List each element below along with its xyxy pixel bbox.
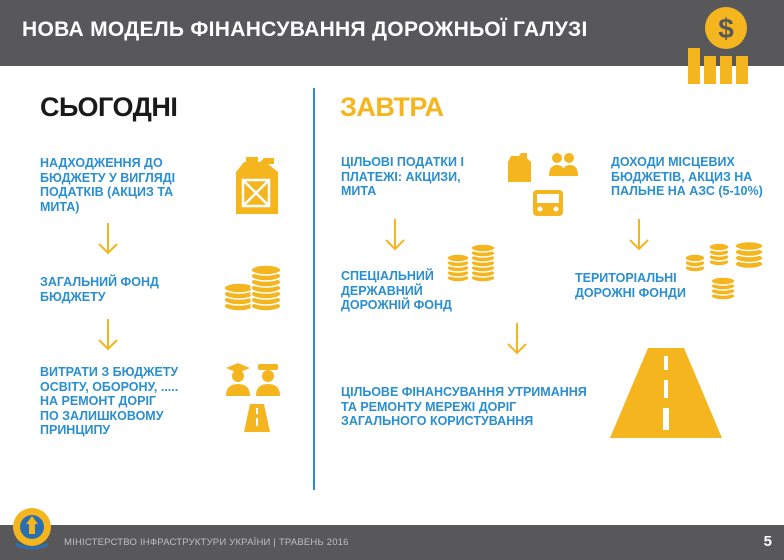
road-icon — [608, 346, 724, 438]
text-line: ОСВІТУ, ОБОРОНУ, ..... — [40, 379, 179, 394]
tomorrow-step-local-budgets — [611, 155, 763, 199]
text-line: ТЕРИТОРІАЛЬНІ — [575, 271, 677, 285]
column-divider — [313, 88, 315, 490]
page-number: 5 — [763, 533, 772, 550]
today-step-general-fund — [40, 275, 159, 304]
arrow-down-icon — [97, 318, 119, 352]
text-line: НА РЕМОНТ ДОРІГ — [40, 394, 156, 408]
ministry-emblem-icon — [10, 502, 54, 552]
text-line: ВИТРАТИ З БЮДЖЕТУ — [40, 365, 179, 379]
text-line: ПО ЗАЛИШКОВОМУ — [40, 408, 164, 423]
coins-multiple-icon — [683, 238, 769, 302]
text-line: МИТА — [341, 184, 377, 198]
text-line: ЗАГАЛЬНОГО КОРИСТУВАННЯ — [341, 414, 534, 428]
today-step-taxes — [40, 156, 175, 214]
text-line: ДОРОЖНІ ФОНДИ — [575, 285, 686, 300]
text-line: БЮДЖЕТУ У ВИГЛЯДІ — [40, 170, 176, 185]
arrow-down-icon — [628, 218, 650, 252]
text-line: ПРИНЦИПУ — [40, 423, 111, 437]
footer-text: МІНІСТЕРСТВО ІНФРАСТРУКТУРИ УКРАЇНИ | ТРАВЕНЬ 2016 — [64, 537, 349, 548]
text-line: ЦІЛЬОВЕ ФІНАНСУВАННЯ УТРИМАННЯ — [341, 385, 587, 399]
text-line: ЦІЛЬОВІ ПОДАТКИ І — [341, 155, 464, 169]
arrow-down-icon — [97, 222, 119, 256]
text-line: ДОХОДИ МІСЦЕВИХ — [611, 155, 735, 169]
text-line: ДОРОЖНІЙ ФОНД — [341, 298, 452, 312]
text-line: ПОДАТКІВ (АКЦИЗ ТА — [40, 185, 174, 199]
header-bar — [0, 0, 784, 66]
tomorrow-step-targeted-taxes — [341, 155, 464, 199]
footer-bar — [0, 525, 784, 560]
page-title: НОВА МОДЕЛЬ ФІНАНСУВАННЯ ДОРОЖНЬОЇ ГАЛУЗІ — [22, 18, 588, 41]
tomorrow-step-territorial-funds — [575, 271, 686, 300]
text-line: ТА РЕМОНТУ МЕРЕЖІ ДОРІГ — [341, 399, 517, 414]
svg-text:$: $ — [718, 13, 734, 44]
fuel-canister-icon — [234, 154, 280, 216]
today-heading: СЬОГОДНІ — [40, 92, 178, 122]
tomorrow-step-special-fund — [341, 269, 452, 313]
text-line: НАДХОДЖЕННЯ ДО — [40, 156, 163, 170]
canister-people-truck-icon — [505, 150, 585, 220]
text-line: МИТА) — [40, 199, 80, 214]
today-step-expenses — [40, 365, 178, 438]
tomorrow-heading: ЗАВТРА — [340, 92, 444, 122]
coins-stack-icon — [222, 262, 284, 312]
arrow-down-icon — [506, 322, 528, 356]
money-growth-icon — [686, 4, 758, 88]
text-line: ЗАГАЛЬНИЙ ФОНД — [40, 275, 159, 289]
tomorrow-step-targeted-financing — [341, 385, 587, 429]
text-line: ПАЛЬНЕ НА АЗС (5-10%) — [611, 184, 763, 198]
people-and-road-icon — [222, 362, 284, 432]
text-line: ДЕРЖАВНИЙ — [341, 283, 423, 298]
text-line: СПЕЦІАЛЬНИЙ — [341, 269, 434, 283]
coins-stack-icon — [445, 236, 497, 284]
text-line: БЮДЖЕТІВ, АКЦИЗ НА — [611, 169, 753, 184]
text-line: БЮДЖЕТУ — [40, 289, 106, 304]
text-line: ПЛАТЕЖІ: АКЦИЗИ, — [341, 169, 461, 184]
arrow-down-icon — [384, 218, 406, 252]
